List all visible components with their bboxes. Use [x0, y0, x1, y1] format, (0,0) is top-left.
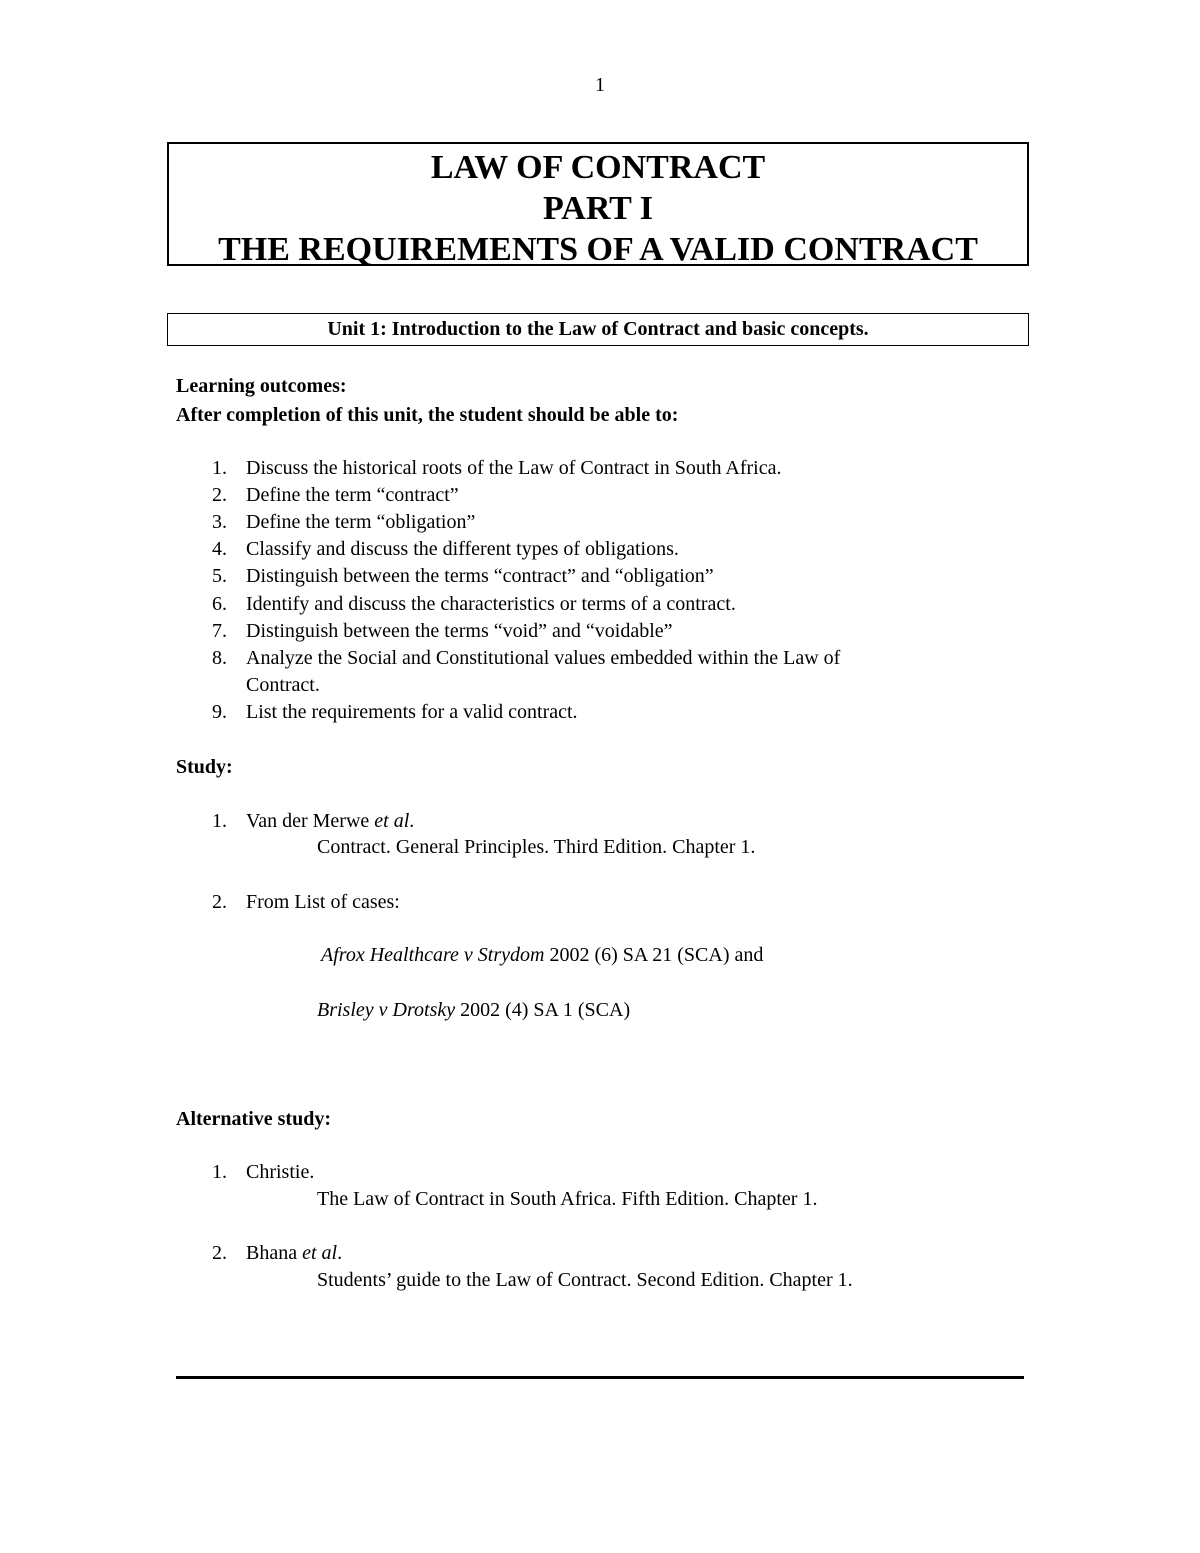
study-item-1-detail: Contract. General Principles. Third Edition. Chapter 1.: [317, 836, 756, 858]
unit-heading: Unit 1: Introduction to the Law of Contract and basic concepts.: [327, 318, 869, 340]
alternative-study-item-2-detail: Students’ guide to the Law of Contract. Second Edition. Chapter 1.: [317, 1269, 853, 1291]
alternative-study-heading: Alternative study:: [176, 1108, 331, 1130]
alternative-study-item-1-detail: The Law of Contract in South Africa. Fifth Edition. Chapter 1.: [317, 1188, 818, 1210]
learning-outcomes-intro: After completion of this unit, the student should be able to:: [176, 404, 679, 426]
case-citation-afrox: Afrox Healthcare v Strydom 2002 (6) SA 21 (SCA) and: [321, 944, 764, 966]
study-heading: Study:: [176, 756, 233, 778]
learning-outcomes-heading: Learning outcomes:: [176, 375, 347, 397]
title-line-2: PART I: [543, 190, 653, 227]
title-line-3: THE REQUIREMENTS OF A VALID CONTRACT: [218, 231, 978, 268]
page-number: 1: [595, 74, 605, 96]
title-line-1: LAW OF CONTRACT: [430, 149, 766, 186]
case-citation-brisley: Brisley v Drotsky 2002 (4) SA 1 (SCA): [317, 999, 631, 1021]
title-box: [167, 142, 1029, 266]
bottom-divider: [176, 1376, 1024, 1379]
unit-heading-box: [167, 313, 1029, 346]
